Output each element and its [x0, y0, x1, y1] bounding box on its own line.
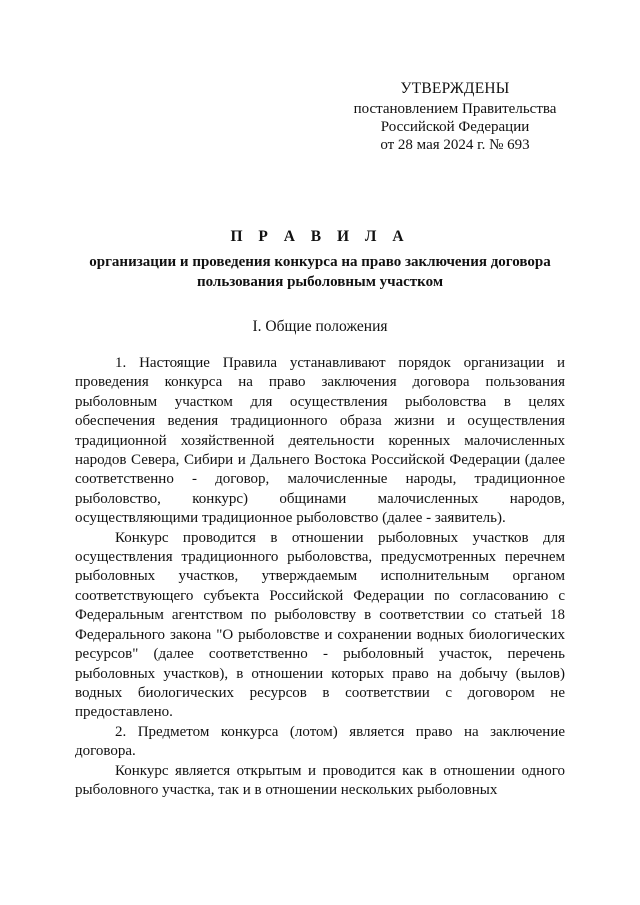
- paragraph: 1. Настоящие Правила устанавливают порядок организации и проведения конкурса на право заключения договора пользования рыболовным участком для осуществления рыболовства в целях обеспечения ведения традиционного образа жизни и осуществления традиционной хозяйственной деятельности коренных малочисленных народов Севера, Сибири и Дальнего Востока Российской Федерации (далее соответственно - договор, малочисленные народы, традиционное рыболовство, конкурс) общинами малочисленных народов, осуществляющими традиционное рыболовство (далее - заявитель).: [75, 355, 565, 527]
- approval-line-1: постановлением Правительства: [353, 101, 557, 117]
- paragraph: Конкурс проводится в отношении рыболовных участков для осуществления традиционного рыболовства, предусмотренных перечнем рыболовных участков, утверждаемым исполнительным органом соответствующего субъекта Российской Федерации по согласованию с Федеральным агентством по рыболовству в соответствии со статьей 18 Федерального закона "О рыболовстве и сохранении водных биологических ресурсов" (далее соответственно - рыболовный участок, перечень рыболовных участков), в отношении которых право на добычу (вылов) водных биологических ресурсов в соответствии с договором не предоставлено.: [75, 529, 565, 721]
- approval-line-3: от 28 мая 2024 г. № 693: [380, 137, 530, 153]
- paragraph: 2. Предметом конкурса (лотом) является право на заключение договора.: [75, 723, 565, 760]
- document-subtitle: организации и проведения конкурса на право заключения договора пользования рыболовным участком: [89, 254, 551, 290]
- section-heading: I. Общие положения: [252, 318, 388, 335]
- approval-line-2: Российской Федерации: [380, 119, 530, 135]
- paragraph: Конкурс является открытым и проводится как в отношении одного рыболовного участка, так и в отношении нескольких рыболовных: [75, 762, 565, 798]
- document-title: П Р А В И Л А: [230, 228, 410, 245]
- approval-stamp: [330, 80, 580, 154]
- document-body: [75, 354, 565, 800]
- approval-heading: УТВЕРЖДЕНЫ: [400, 80, 510, 97]
